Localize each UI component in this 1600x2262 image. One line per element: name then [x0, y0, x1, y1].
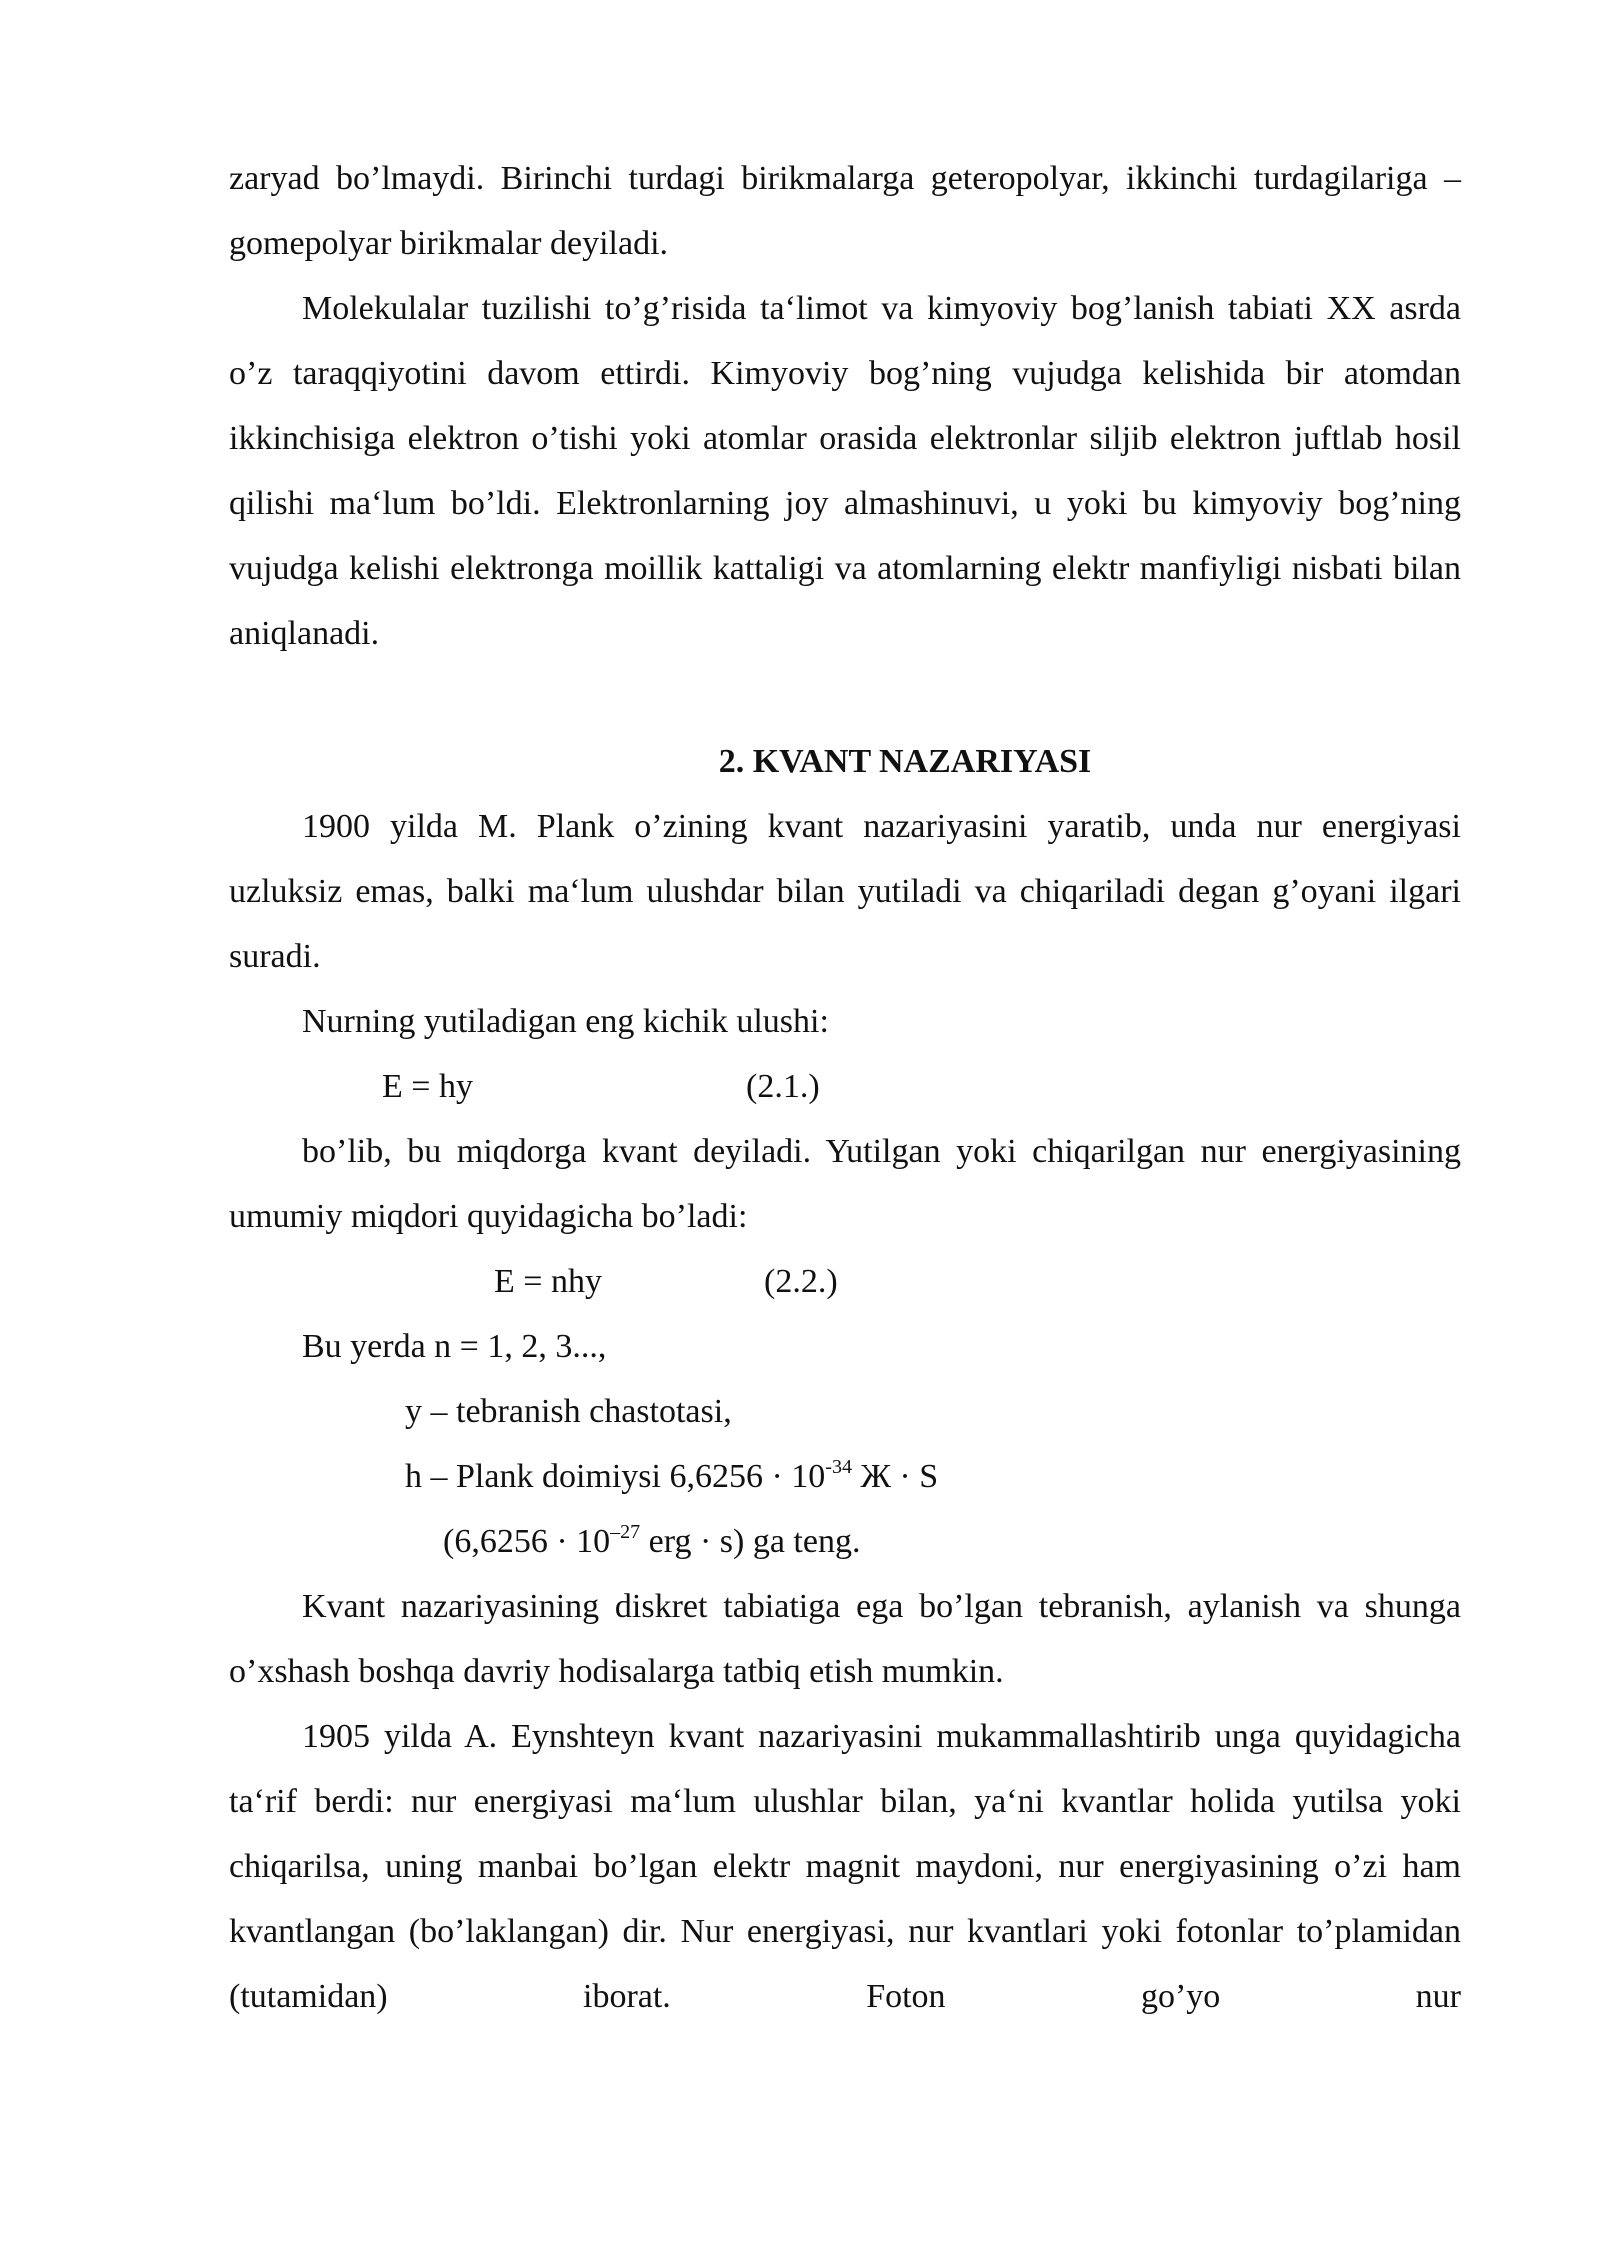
paragraph-2: Molekulalar tuzilishi to’g’risida ta‘limot va kimyoviy bog’lanish tabiati XX asrda o’z taraqqiyotini davom ettirdi. Kimyoviy bog’ning vujudga kelishida bir atomdan ikkinchisiga elektron o’tishi yoki atomlar orasida elektronlar siljib elektron juftlab hosil qilishi ma‘lum bo’ldi. Elektronlarning joy almashinuvi, u yoki bu kimyoviy bog’ning vujudga kelishi elektronga moillik kattaligi va atomlarning elektr manfiyligi nisbati bilan aniqlanadi. [229, 290, 1461, 652]
paragraph-3: 1900 yilda M. Plank o’zining kvant nazariyasini yaratib, unda nur energiyasi uzluksiz emas, balki ma‘lum ulushdar bilan yutiladi va chiqariladi degan g’oyani ilgari suradi. [229, 808, 1461, 975]
paragraph-10: Kvant nazariyasining diskret tabiatiga ega bo’lgan tebranish, aylanish va shunga o’xshash boshqa davriy hodisalarga tatbiq etish mumkin. [229, 1588, 1461, 1690]
formula-2-1-expression: E = hy [382, 1068, 473, 1105]
formula-2-2-expression: E = nhy [494, 1263, 602, 1300]
paragraph-4: Nurning yutiladigan eng kichik ulushi: [302, 1003, 829, 1040]
definition-planck-cgs [229, 1509, 1461, 1574]
definition-frequency: y – tebranish chastotasi, [405, 1393, 732, 1430]
paragraph-5: bo’lib, bu miqdorga kvant deyiladi. Yutilgan yoki chiqarilgan nur energiyasining umumiy miqdori quyidagicha bo’ladi: [229, 1133, 1461, 1235]
formula-2-1 [229, 1054, 1461, 1119]
section-heading: 2. KVANT NAZARIYASI [718, 743, 1092, 780]
formula-2-2-number: (2.2.) [764, 1263, 838, 1300]
definition-planck-constant [229, 1444, 1461, 1509]
paragraph-1: zaryad bo’lmaydi. Birinchi turdagi birikmalarga geteropolyar, ikkinchi turdagilariga – gomepolyar birikmalar deyiladi. [229, 160, 1461, 262]
planck-cgs-unit: erg · s) ga teng. [640, 1523, 861, 1560]
formula-2-2 [229, 1249, 1461, 1314]
document-page [229, 146, 1461, 2029]
planck-si-unit: Ж · S [851, 1458, 939, 1495]
planck-si-exponent: -34 [825, 1456, 852, 1478]
formula-2-1-number: (2.1.) [746, 1068, 820, 1105]
paragraph-11: 1905 yilda A. Eynshteyn kvant nazariyasini mukammallashtirib unga quyidagicha ta‘rif berdi: nur energiyasi ma‘lum ulushlar bilan, ya‘ni kvantlar holida yutilsa yoki chiqarilsa, uning manbai bo’lgan elektr magnit maydoni, nur energiyasining o’zi ham kvantlangan (bo’laklangan) dir. Nur energiyasi, nur kvantlari yoki fotonlar to’plamidan (tutamidan) iborat. Foton go’yo nur [229, 1718, 1461, 2015]
paragraph-6: Bu yerda n = 1, 2, 3..., [302, 1328, 607, 1365]
planck-cgs-prefix: (6,6256 · 10 [443, 1523, 611, 1560]
planck-si-prefix: h – Plank doimiysi 6,6256 · 10 [405, 1458, 826, 1495]
planck-cgs-exponent: –27 [610, 1521, 641, 1543]
